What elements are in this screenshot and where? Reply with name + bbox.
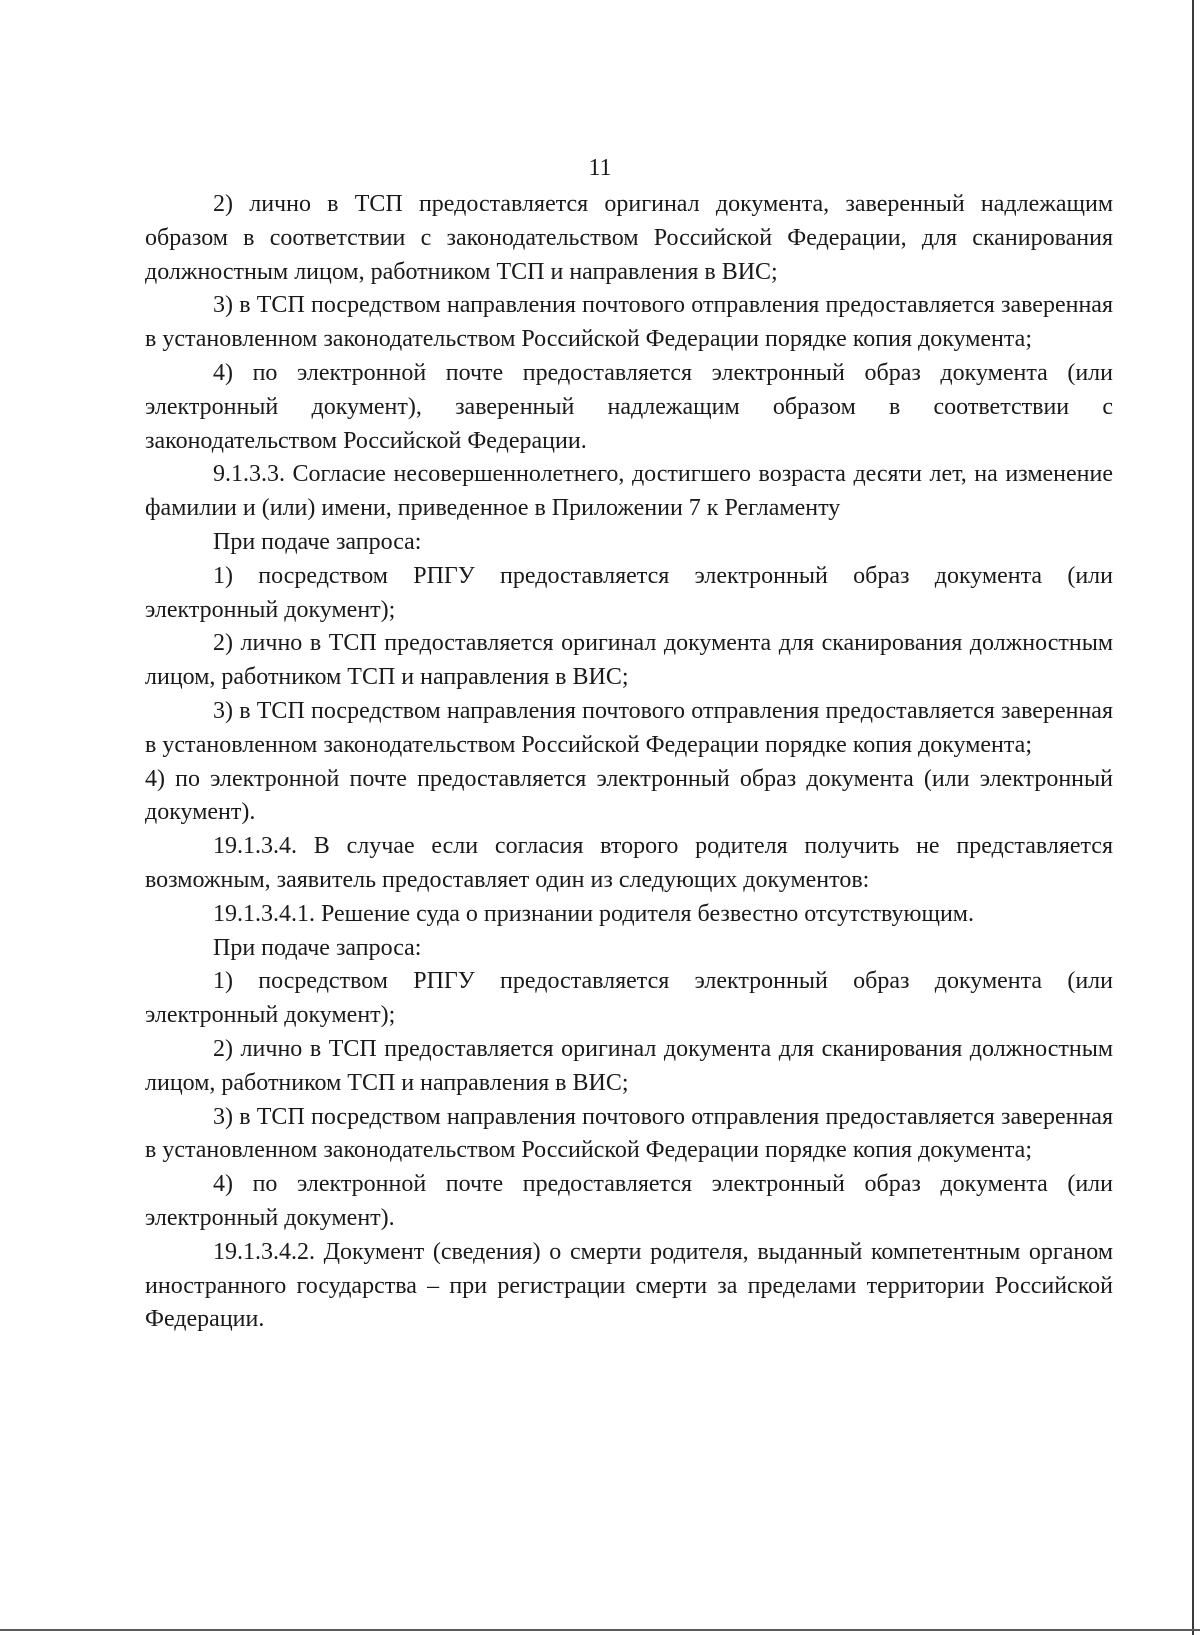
- document-body: [145, 188, 1113, 1337]
- paragraph: 3) в ТСП посредством направления почтового отправления предоставляется заверенная в установленном законодательством Российской Федерации порядке копия документа;: [145, 1103, 1113, 1164]
- paragraph: 19.1.3.4. В случае если согласия второго родителя получить не представляется возможным, заявитель предоставляет один из следующих документов:: [145, 833, 1113, 893]
- paragraph: 19.1.3.4.2. Документ (сведения) о смерти родителя, выданный компетентным органом иностранного государства – при регистрации смерти за пределами территории Российской Федерации.: [145, 1238, 1113, 1333]
- paragraph: 1) посредством РПГУ предоставляется электронный образ документа (или электронный документ);: [145, 968, 1113, 1029]
- paragraph: 2) лично в ТСП предоставляется оригинал документа, заверенный надлежащим образом в соответствии с законодательством Российской Федерации, для сканирования должностным лицом, работником ТСП и направления в ВИС;: [145, 191, 1113, 285]
- paragraph: 2) лично в ТСП предоставляется оригинал документа для сканирования должностным лицом, работником ТСП и направления в ВИС;: [145, 1035, 1113, 1096]
- paragraph: При подаче запроса:: [213, 528, 422, 555]
- paragraph: 3) в ТСП посредством направления почтового отправления предоставляется заверенная в установленном законодательством Российской Федерации порядке копия документа;: [145, 697, 1113, 758]
- paragraph: 1) посредством РПГУ предоставляется электронный образ документа (или электронный документ);: [145, 562, 1113, 623]
- paragraph: 4) по электронной почте предоставляется электронный образ документа (или электронный документ).: [145, 765, 1113, 826]
- scan-edge-right: [1192, 0, 1194, 1635]
- paragraph: 9.1.3.3. Согласие несовершеннолетнего, достигшего возраста десяти лет, на изменение фамилии и (или) имени, приведенное в Приложении 7 к Регламенту: [145, 461, 1113, 522]
- paragraph: 4) по электронной почте предоставляется электронный образ документа (или электронный документ).: [145, 1171, 1113, 1231]
- paragraph: 3) в ТСП посредством направления почтового отправления предоставляется заверенная в установленном законодательством Российской Федерации порядке копия документа;: [145, 292, 1113, 353]
- paragraph: При подаче запроса:: [213, 934, 422, 961]
- scan-edge-bottom: [0, 1629, 1200, 1631]
- paragraph: 19.1.3.4.1. Решение суда о признании родителя безвестно отсутствующим.: [213, 900, 974, 927]
- paragraph: 4) по электронной почте предоставляется электронный образ документа (или электронный документ), заверенный надлежащим образом в соответствии с законодательством Российской Федерации.: [145, 359, 1113, 454]
- page-number: 11: [588, 155, 612, 181]
- paragraph: 2) лично в ТСП предоставляется оригинал документа для сканирования должностным лицом, работником ТСП и направления в ВИС;: [145, 630, 1113, 691]
